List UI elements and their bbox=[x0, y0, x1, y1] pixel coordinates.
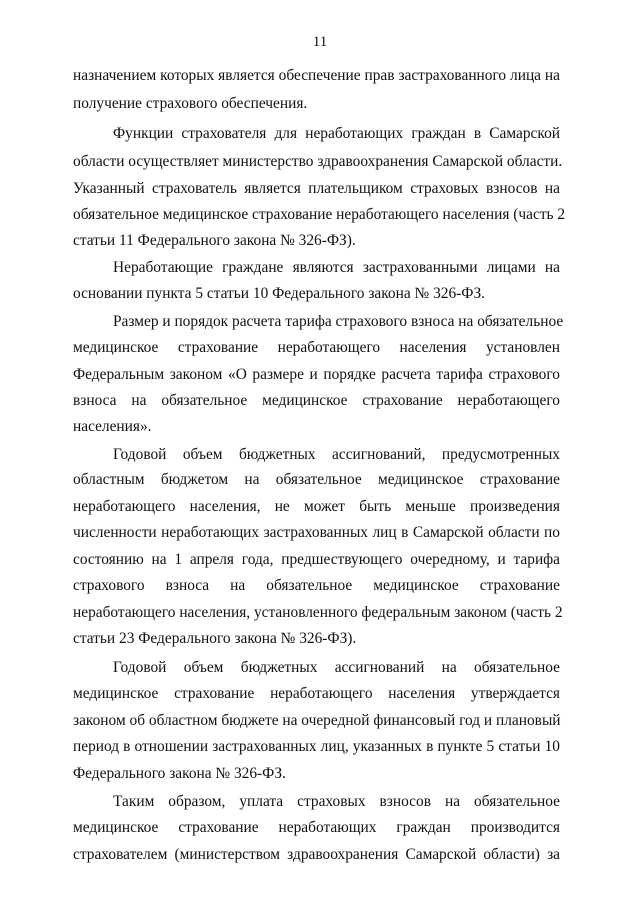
text-line: статьи 11 Федерального закона № 326-ФЗ). bbox=[73, 232, 356, 249]
text-line: обязательное медицинское страхование неработающего населения (часть 2 bbox=[73, 206, 566, 223]
text-line: неработающего населения, установленного федеральным законом (часть 2 bbox=[73, 604, 563, 621]
text-line: страхователем (министерством здравоохранения Самарской области) за bbox=[73, 846, 560, 863]
text-line: страхового взноса на обязательное медицинское страхование bbox=[73, 577, 560, 594]
text-line: Функции страхователя для неработающих граждан в Самарской bbox=[113, 125, 560, 142]
text-line: получение страхового обеспечения. bbox=[73, 95, 308, 112]
text-line: Неработающие граждане являются застрахованными лицами на bbox=[113, 259, 560, 276]
text-line: назначением которых является обеспечение прав застрахованного лица на bbox=[73, 67, 560, 84]
text-line: Годовой объем бюджетных ассигнований на обязательное bbox=[113, 659, 560, 676]
text-line: взноса на обязательное медицинское страхование неработающего bbox=[73, 392, 560, 409]
text-line: населения». bbox=[73, 418, 152, 435]
text-line: численности неработающих застрахованных лиц в Самарской области по bbox=[73, 524, 560, 541]
text-line: состоянию на 1 апреля года, предшествующего очередному, и тарифа bbox=[73, 551, 560, 568]
text-line: медицинское страхование неработающего населения утверждается bbox=[73, 685, 560, 702]
text-line: медицинское страхование неработающих граждан производится bbox=[73, 819, 560, 836]
text-line: неработающего населения, не может быть меньше произведения bbox=[73, 498, 560, 515]
page-number: 11 bbox=[312, 34, 328, 50]
text-line: Годовой объем бюджетных ассигнований, предусмотренных bbox=[113, 446, 560, 463]
text-line: медицинское страхование неработающего населения установлен bbox=[73, 339, 560, 356]
text-line: законом об областном бюджете на очередной финансовый год и плановый bbox=[73, 712, 561, 729]
text-line: Федерального закона № 326-ФЗ. bbox=[73, 765, 286, 782]
text-line: областным бюджетом на обязательное медицинское страхование bbox=[73, 471, 560, 488]
text-line: области осуществляет министерство здравоохранения Самарской области. bbox=[73, 153, 563, 170]
text-line: Размер и порядок расчета тарифа страхового взноса на обязательное bbox=[113, 313, 564, 330]
text-line: статьи 23 Федерального закона № 326-ФЗ). bbox=[73, 630, 357, 647]
text-line: основании пункта 5 статьи 10 Федерального закона № 326-ФЗ. bbox=[73, 285, 486, 302]
text-line: Указанный страхователь является плательщиком страховых взносов на bbox=[73, 180, 560, 197]
text-line: Таким образом, уплата страховых взносов на обязательное bbox=[113, 793, 560, 810]
text-line: период в отношении застрахованных лиц, указанных в пункте 5 статьи 10 bbox=[73, 738, 560, 755]
text-line: Федеральным законом «О размере и порядке расчета тарифа страхового bbox=[73, 366, 560, 383]
